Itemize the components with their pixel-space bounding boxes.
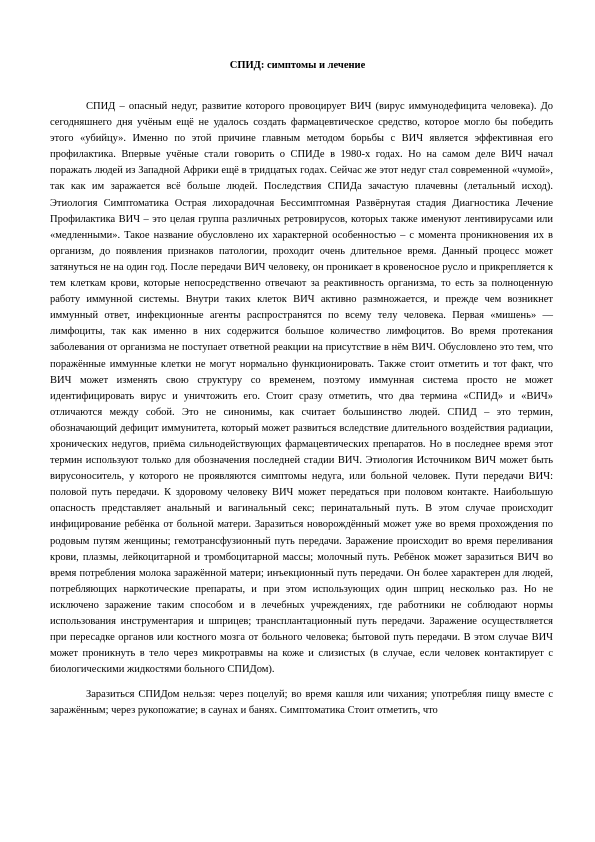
document-body xyxy=(50,99,553,720)
paragraph: СПИД – опасный недуг, развитие которого провоцирует ВИЧ (вирус иммунодефицита человека). До сегодняшнего дня учёным ещё не удалось создать фармацевтическое средство, которое могло бы победить этого «убийцу». Именно по этой причине главным методом борьбы с ВИЧ является эффективная его профилактика. Впервые учёные стали говорить о СПИДе в 1980-х годах. Но на самом деле ВИЧ начал поражать людей из Западной Африки ещё в тридцатых годах. Сейчас же этот недуг стал современной «чумой», так как им заражается всё больше людей. Последствия СПИДа зачастую плачевны (летальный исход). Этиология Симптоматика Острая лихорадочная Бессимптомная Развёрнутая стадия Диагностика Лечение Профилактика ВИЧ – это целая группа различных ретровирусов, которых также именуют лентивирусами или «медленными». Такое название обусловлено их характерной особенностью – с момента проникновения их в организм, до появления признаков патологии, проходит очень длительное время. Данный процесс может затянуться не на один год. После передачи ВИЧ человеку, он проникает в кровеносное русло и прикрепляется к тем клеткам крови, которые непосредственно отвечают за реактивность организма, то есть за полноценную работу иммунной системы. Внутри таких клеток ВИЧ активно размножается, и прежде чем возникнет иммунный ответ, инфекционные агенты распространятся по всему телу человека. Первая «мишень» — лимфоциты, так как именно в них содержится большое количество лимфоцитов. Во время протекания заболевания от организма не поступает ответной реакции на присутствие в нём ВИЧ. Обусловлено это тем, что поражённые иммунные клетки не могут нормально функционировать. Также стоит отметить и тот факт, что ВИЧ может изменять свою структуру со временем, поэтому иммунная система просто не может идентифицировать вирус и уничтожить его. Стоит сразу отметить, что два термина «СПИД» и «ВИЧ» отличаются между собой. Это не синонимы, как считает большинство людей. СПИД – это термин, обозначающий дефицит иммунитета, который может развиться вследствие длительного воздействия радиации, хронических недугов, приёма сильнодействующих фармацевтических препаратов. Но в последнее время этот термин используют только для обозначения последней стадии ВИЧ. Этиология Источником ВИЧ может быть вирусоноситель, у которого не проявляются симптомы недуга, или больной человек. Пути передачи ВИЧ: половой путь передачи. К здоровому человеку ВИЧ может передаться при половом контакте. Наибольшую опасность представляет анальный и вагинальный секс; перинатальный путь. В этом случае происходит инфицирование ребёнка от больной матери. Заразиться новорождённый может уже во время прохождения по родовым путям женщины; гемотрансфузионный путь передачи. Заражение происходит во время переливания крови, плазмы, лейкоцитарной и тромбоцитарной массы; молочный путь. Ребёнок может заразиться ВИЧ во время потребления молока заражённой матери; инъекционный путь передачи. Он более характерен для людей, потребляющих наркотические препараты, и при этом использующих один шприц несколько раз. Но не исключено заражение таким способом и в лечебных учреждениях, где работники не соблюдают нормы использования инструментария и шприцев; трансплантационный путь передачи. Заражение осуществляется при пересадке органов или костного мозга от больного человека; бытовой путь передачи. В этом случае ВИЧ может проникнуть в тело через микротравмы на коже и слизистых (в случае, если человек контактирует с биологическими жидкостями больного СПИДом). xyxy=(50,101,553,676)
document-title: СПИД: симптомы и лечение xyxy=(229,60,366,71)
paragraph: Заразиться СПИДом нельзя: через поцелуй; во время кашля или чихания; употребляя пищу вместе с заражённым; через рукопожатие; в саунах и банях. Симптоматика Стоит отметить, что xyxy=(50,689,553,717)
